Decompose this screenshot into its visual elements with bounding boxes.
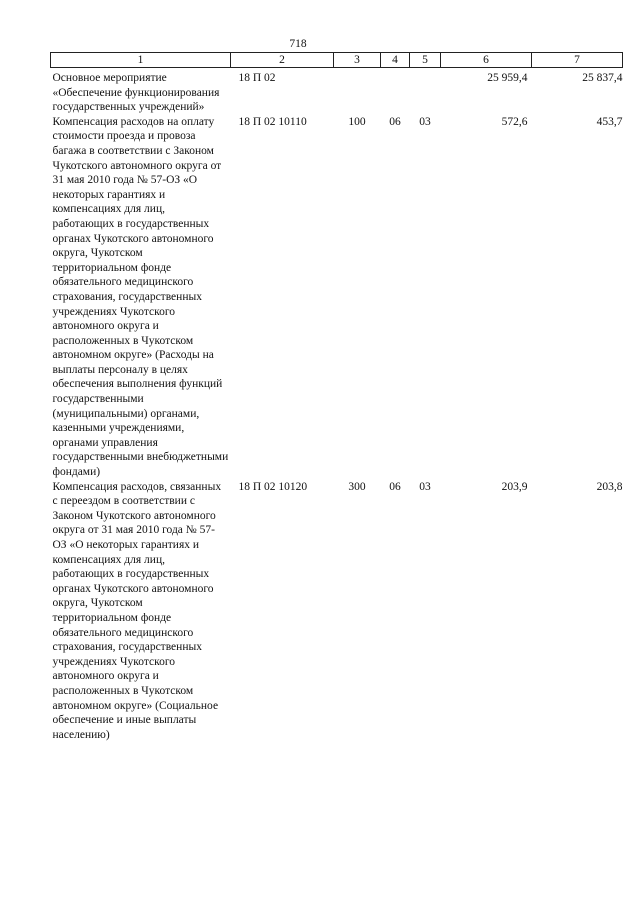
row-pr-cell	[410, 68, 441, 115]
page-number: 718	[289, 38, 307, 50]
table-row	[51, 115, 623, 480]
row-name-cell: Компенсация расходов, связанных с переездом в соответствии с Законом Чукотского автономного округа от 31 мая 2010 года № 57-ОЗ «О некоторых гарантиях и компенсациях для лиц, работающих в государственных органах Чукотского автономного округа, Чукотском территориальном фонде обязательного медицинского страхования, государственных учреждениях Чукотского автономного округа и расположенных в Чукотском автономном округе» (Социальное обеспечение и иные выплаты населению)	[52, 480, 222, 741]
row-sum-2-cell: 203,8	[596, 480, 623, 493]
row-csr-cell: 18 П 02	[238, 72, 276, 84]
row-name-cell: Компенсация расходов на оплату стоимости проезда и провоза багажа в соответствии с Законом Чукотского автономного округа от 31 мая 2010 года № 57-ОЗ «О некоторых гарантиях и компенсациях для лиц, работающих в государственных органах Чукотского автономного округа, Чукотском территориальном фонде обязательного медицинского страхования, государственных учреждениях Чукотского автономного округа и расположенных в Чукотском автономном округе» (Расходы на выплаты персоналу в целях обеспечения выполнения функций государственными (муниципальными) органами, казенными учреждениями, органами управления государственными внебюджетными фондами)	[52, 115, 229, 479]
table-row	[51, 68, 623, 115]
row-sum-1-cell: 203,9	[501, 480, 528, 493]
row-csr-cell: 18 П 02 10110	[238, 115, 307, 128]
row-pr-cell: 03	[419, 480, 431, 493]
row-vr-cell	[334, 68, 381, 115]
table-row	[51, 480, 623, 743]
row-sum-2-cell: 25 837,4	[582, 72, 623, 84]
row-vr-cell: 300	[348, 480, 366, 493]
column-header: 1	[51, 53, 231, 68]
budget-table	[50, 52, 623, 742]
row-vr-cell: 100	[348, 115, 366, 128]
row-pr-cell: 03	[419, 115, 431, 128]
row-sum-2-cell: 453,7	[596, 115, 623, 128]
table-header-row	[51, 53, 623, 68]
row-rz-cell: 06	[389, 480, 401, 493]
row-rz-cell	[381, 68, 410, 115]
row-sum-1-cell: 25 959,4	[487, 72, 528, 84]
row-name-cell: Основное мероприятие «Обеспечение функционирования государственных учреждений»	[52, 72, 220, 114]
row-csr-cell: 18 П 02 10120	[238, 480, 308, 493]
column-header: 6	[441, 53, 532, 68]
column-header: 7	[532, 53, 623, 68]
column-header: 5	[410, 53, 441, 68]
row-rz-cell: 06	[389, 115, 401, 128]
row-sum-1-cell: 572,6	[501, 115, 528, 128]
column-header: 4	[381, 53, 410, 68]
column-header: 2	[231, 53, 334, 68]
column-header: 3	[334, 53, 381, 68]
